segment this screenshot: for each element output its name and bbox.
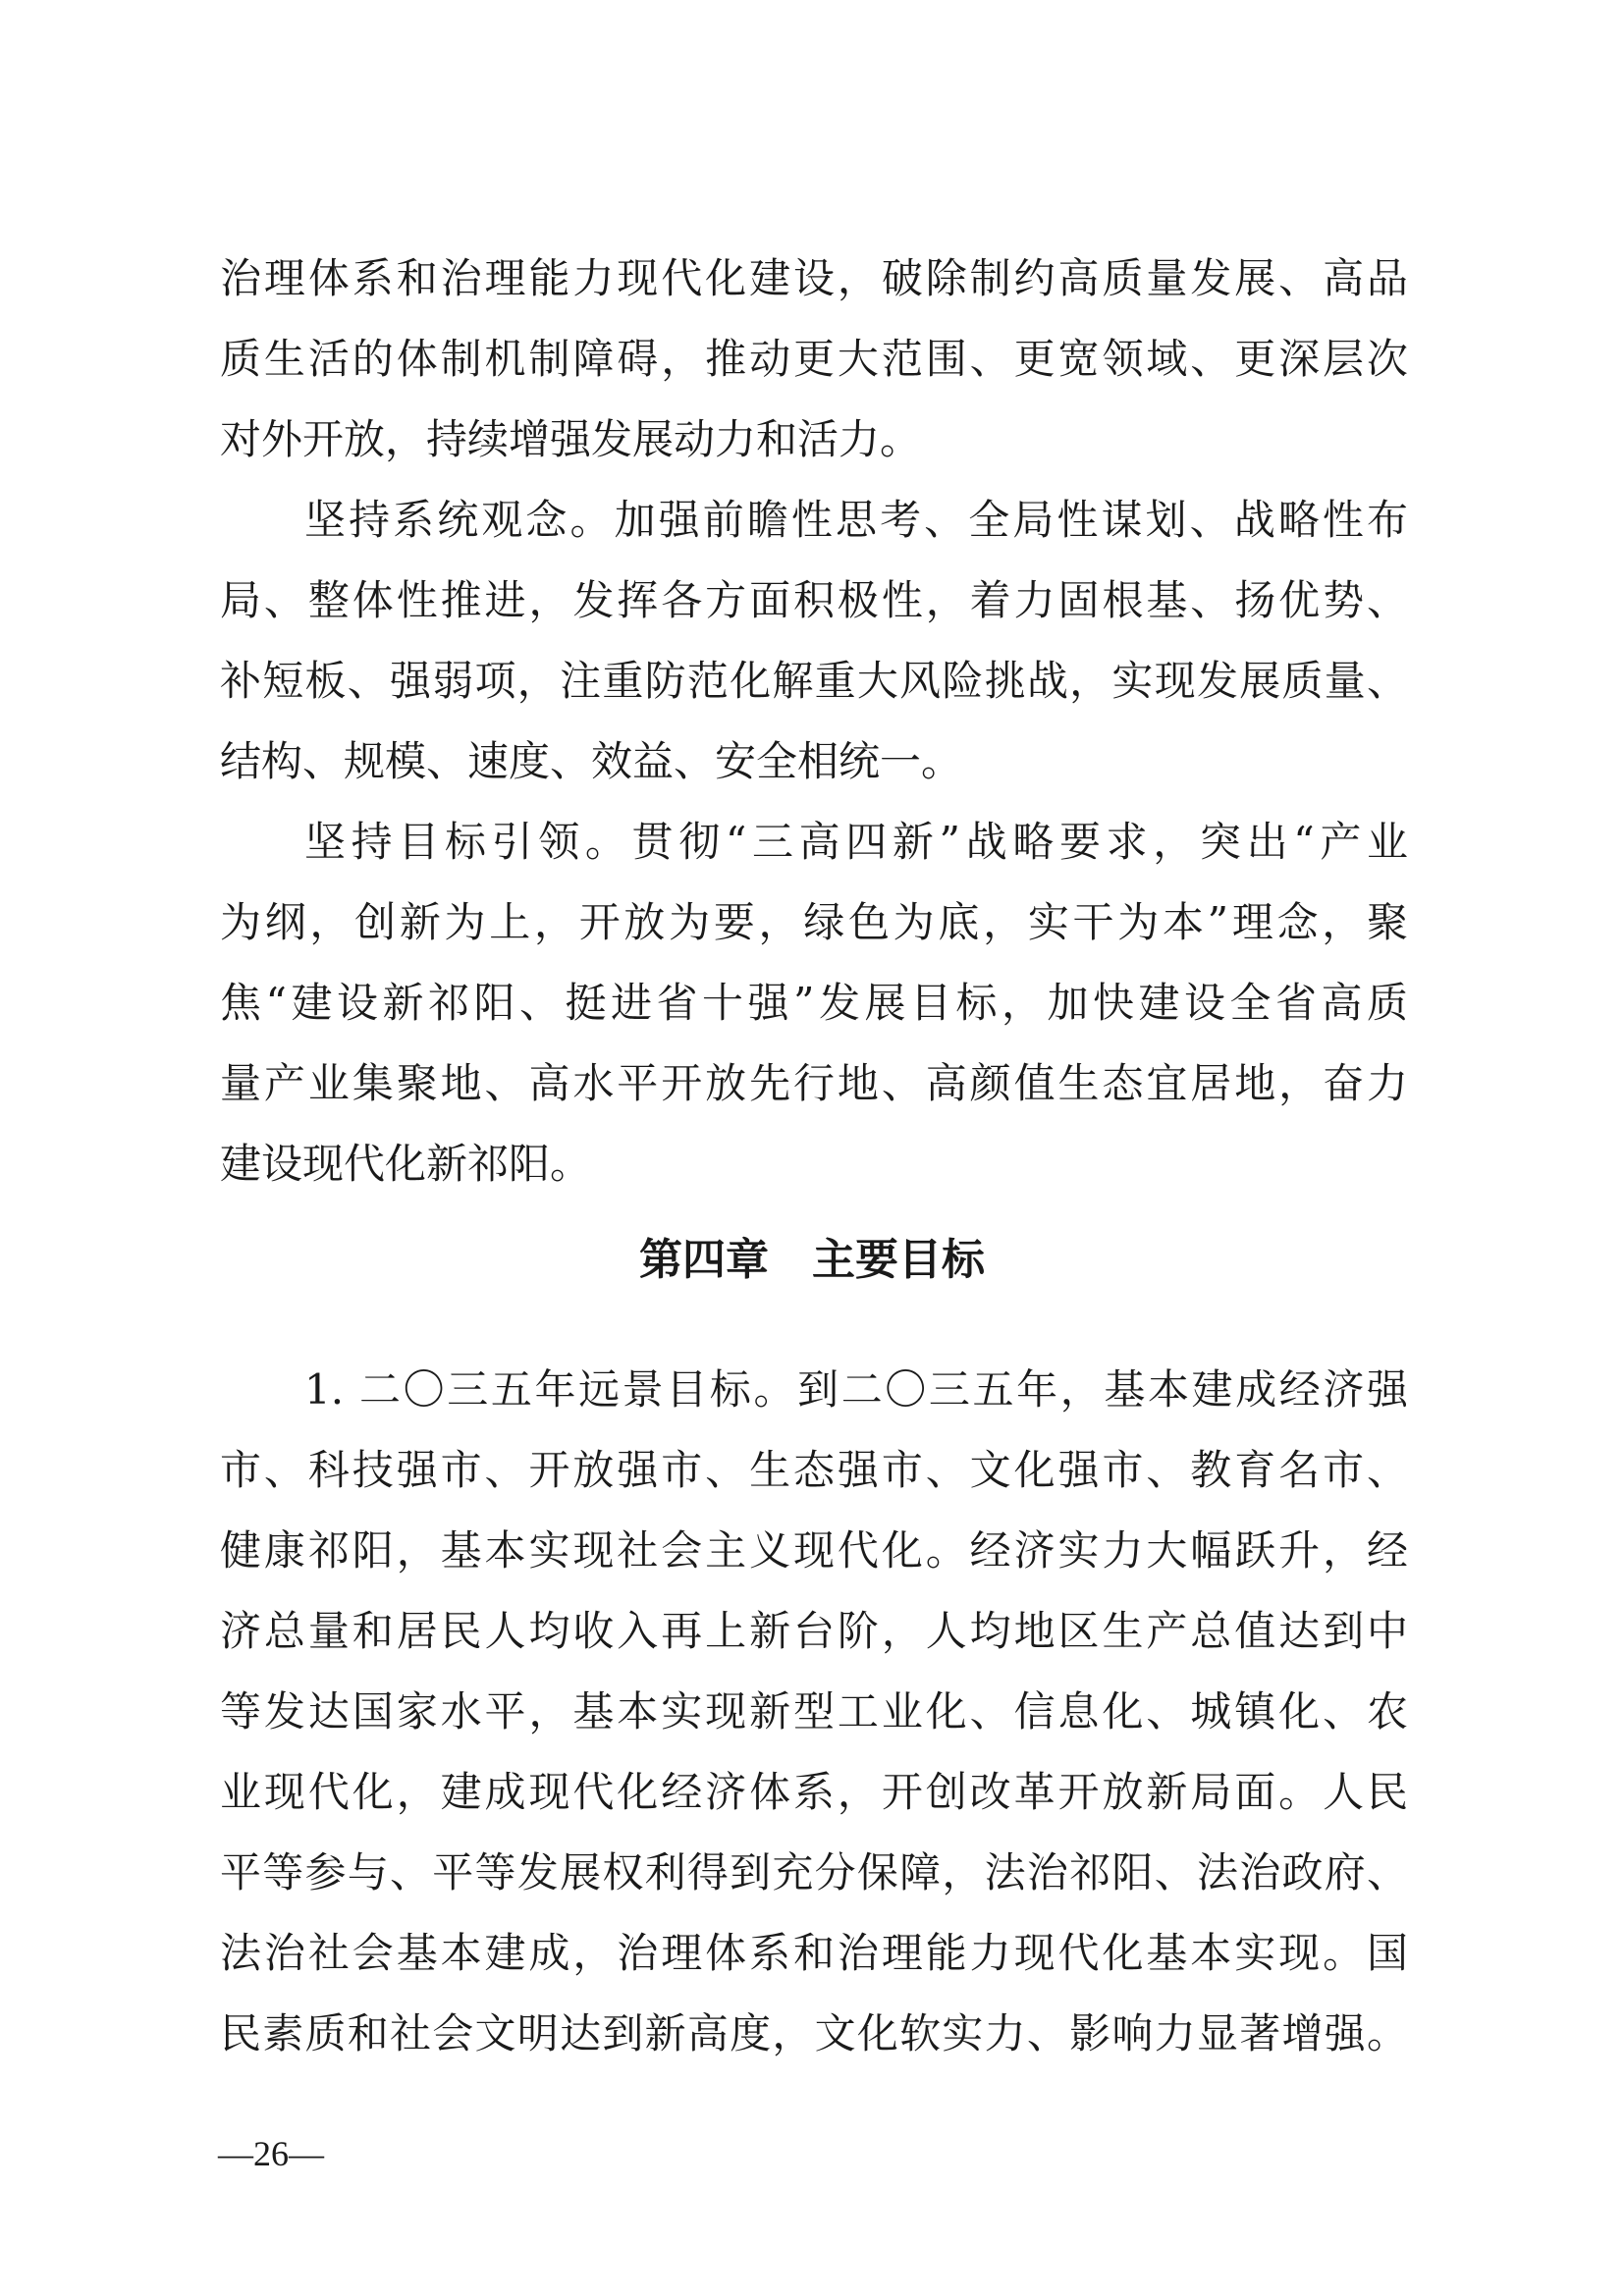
- paragraph-line: 坚持目标引领。贯彻“三高四新”战略要求，突出“产业: [304, 818, 1408, 866]
- paragraph-line: 结构、规模、速度、效益、安全相统一。: [220, 737, 963, 785]
- paragraph-line: 焦“建设新祁阳、挺进省十强”发展目标，加快建设全省高质: [220, 979, 1408, 1027]
- paragraph-line: 治理体系和治理能力现代化建设，破除制约高质量发展、高品: [220, 254, 1408, 302]
- paragraph-line: 民素质和社会文明达到新高度，文化软实力、影响力显著增强。: [220, 2009, 1408, 2057]
- page-number: —26—: [218, 2134, 324, 2173]
- paragraph-line: 对外开放，持续增强发展动力和活力。: [220, 415, 922, 463]
- paragraph-line: 等发达国家水平，基本实现新型工业化、信息化、城镇化、农: [220, 1687, 1408, 1735]
- paragraph-line: 建设现代化新祁阳。: [220, 1140, 592, 1188]
- paragraph-line: 市、科技强市、开放强市、生态强市、文化强市、教育名市、: [220, 1446, 1408, 1494]
- paragraph-line: 济总量和居民人均收入再上新台阶，人均地区生产总值达到中: [220, 1607, 1408, 1655]
- paragraph-line: 局、整体性推进，发挥各方面积极性，着力固根基、扬优势、: [220, 576, 1408, 624]
- paragraph-line: 为纲，创新为上，开放为要，绿色为底，实干为本”理念，聚: [220, 898, 1408, 946]
- paragraph-line: 1. 二〇三五年远景目标。到二〇三五年，基本建成经济强: [304, 1365, 1408, 1414]
- paragraph-line: 健康祁阳，基本实现社会主义现代化。经济实力大幅跃升，经: [220, 1526, 1408, 1575]
- paragraph-line: 坚持系统观念。加强前瞻性思考、全局性谋划、战略性布: [304, 496, 1408, 544]
- paragraph-line: 平等参与、平等发展权利得到充分保障，法治祁阳、法治政府、: [220, 1848, 1408, 1896]
- paragraph-line: 业现代化，建成现代化经济体系，开创改革开放新局面。人民: [220, 1768, 1408, 1816]
- paragraph-line: 法治社会基本建成，治理体系和治理能力现代化基本实现。国: [220, 1929, 1408, 1977]
- paragraph-line: 量产业集聚地、高水平开放先行地、高颜值生态宜居地，奋力: [220, 1059, 1408, 1107]
- chapter-title: 主要目标: [812, 1235, 985, 1285]
- paragraph-line: 质生活的体制机制障碍，推动更大范围、更宽领域、更深层次: [220, 335, 1408, 383]
- chapter-number: 第四章: [639, 1235, 769, 1285]
- paragraph-line: 补短板、强弱项，注重防范化解重大风险挑战，实现发展质量、: [220, 657, 1408, 705]
- chapter-heading: [0, 1233, 1624, 1288]
